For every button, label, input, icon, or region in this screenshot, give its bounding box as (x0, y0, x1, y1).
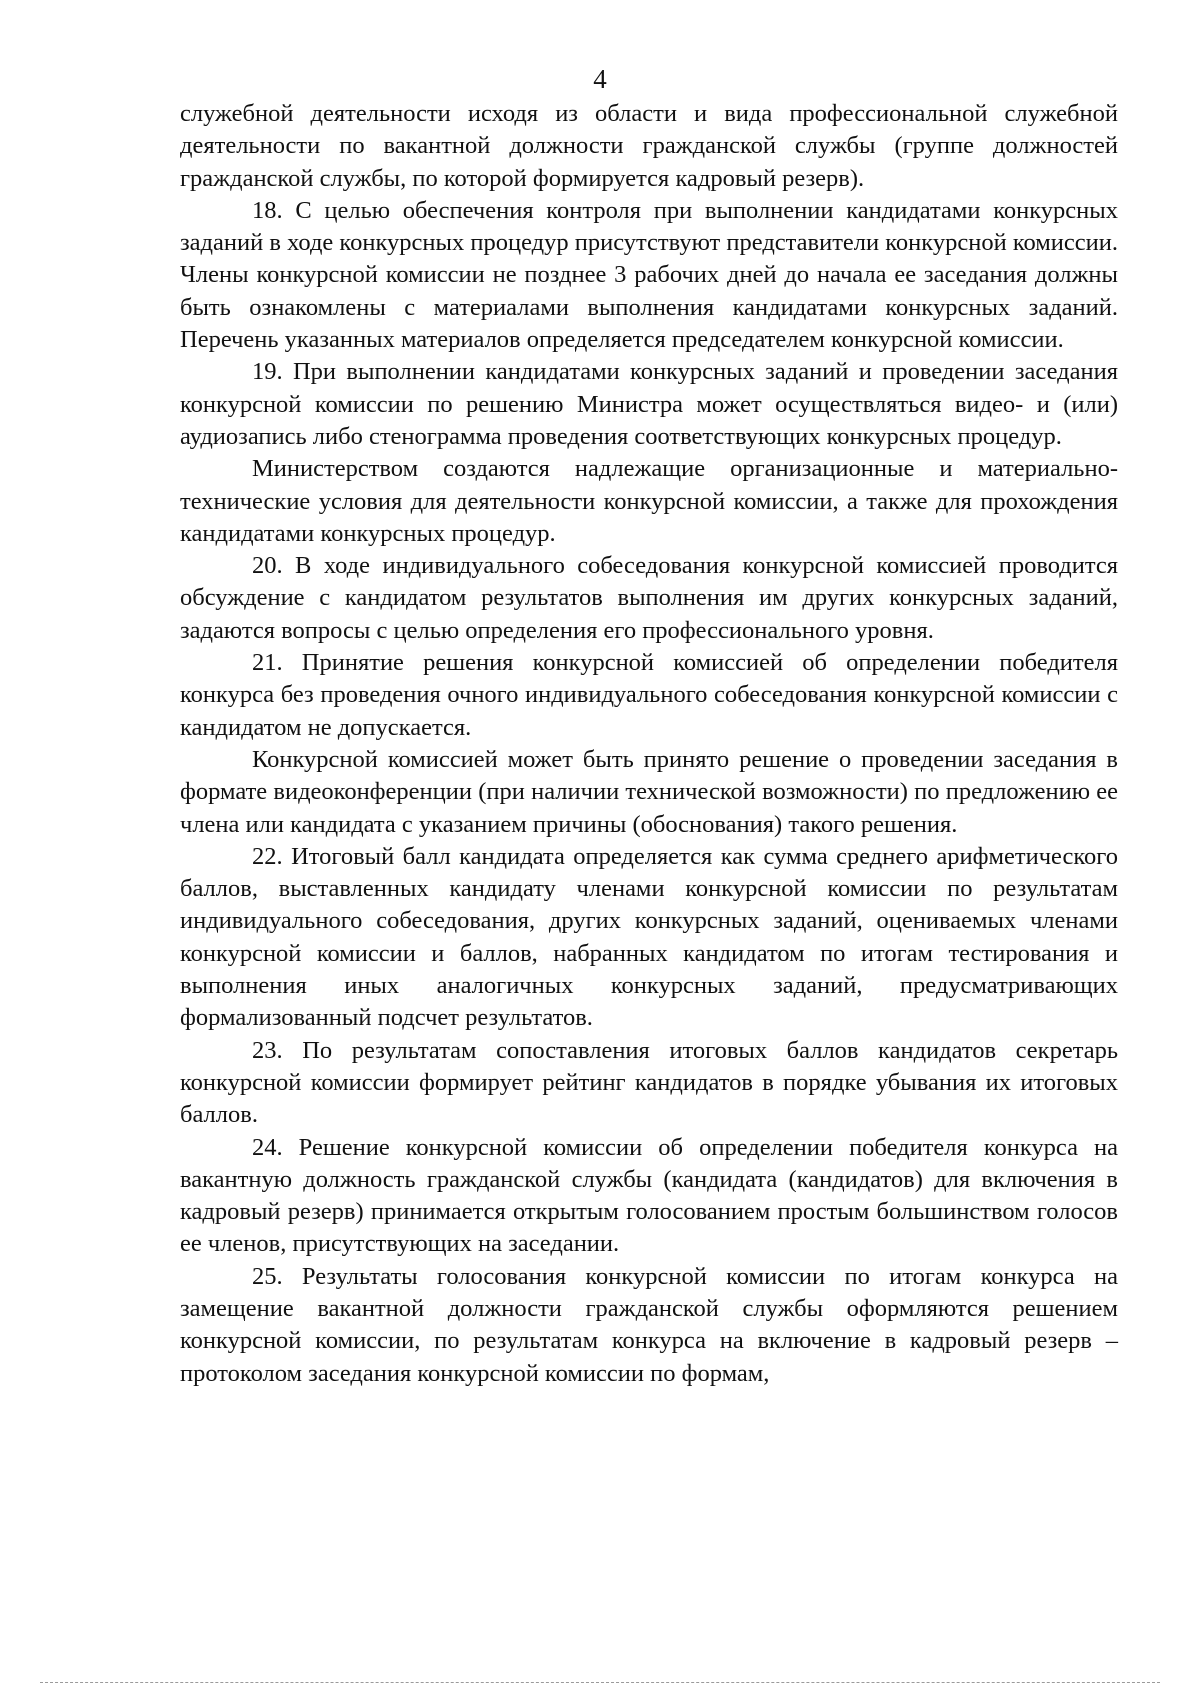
paragraph-19-ministry: Министерством создаются надлежащие организационные и материально-технические условия для деятельности конкурсной комиссии, а также для прохождения кандидатами конкурсных процедур. (180, 455, 1118, 547)
paragraph-18: 18. С целью обеспечения контроля при выполнении кандидатами конкурсных заданий в ходе конкурсных процедур присутствуют представители конкурсной комиссии. Члены конкурсной комиссии не позднее 3 рабочих дней до начала ее заседания должны быть ознакомлены с материалами выполнения кандидатами конкурсных заданий. Перечень указанных материалов определяется председателем конкурсной комиссии. (180, 196, 1118, 354)
paragraph-21: 21. Принятие решения конкурсной комиссией об определении победителя конкурса без проведения очного индивидуального собеседования конкурсной комиссии с кандидатом не допускается. (180, 649, 1118, 741)
document-body (180, 98, 1118, 1390)
paragraph-19: 19. При выполнении кандидатами конкурсных заданий и проведении заседания конкурсной комиссии по решению Министра может осуществляться видео- и (или) аудиозапись либо стенограмма проведения соответствующих конкурсных процедур. (180, 358, 1118, 450)
paragraph-23: 23. По результатам сопоставления итоговых баллов кандидатов секретарь конкурсной комиссии формирует рейтинг кандидатов в порядке убывания их итоговых баллов. (180, 1036, 1118, 1129)
paragraph-24: 24. Решение конкурсной комиссии об определении победителя конкурса на вакантную должность гражданской службы (кандидата (кандидатов) для включения в кадровый резерв) принимается открытым голосованием простым большинством голосов ее членов, присутствующих на заседании. (180, 1133, 1118, 1258)
paragraph-20: 20. В ходе индивидуального собеседования конкурсной комиссией проводится обсуждение с кандидатом результатов выполнения им других конкурсных заданий, задаются вопросы с целью определения его профессионального уровня. (180, 552, 1118, 644)
paragraph-22: 22. Итоговый балл кандидата определяется как сумма среднего арифметического баллов, выставленных кандидату членами конкурсной комиссии по результатам индивидуального собеседования, других конкурсных заданий, оцениваемых членами конкурсной комиссии и баллов, набранных кандидатом по итогам тестирования и выполнения иных аналогичных конкурсных заданий, предусматривающих формализованный подсчет результатов. (180, 842, 1118, 1032)
page-number: 4 (593, 64, 607, 94)
paragraph-25: 25. Результаты голосования конкурсной комиссии по итогам конкурса на замещение вакантной должности гражданской службы оформляются решением конкурсной комиссии, по результатам конкурса на включение в кадровый резерв – протоколом заседания конкурсной комиссии по формам, (180, 1262, 1118, 1387)
paragraph-continuation: служебной деятельности исходя из области и вида профессиональной служебной деятельности по вакантной должности гражданской службы (группе должностей гражданской службы, по которой формируется кадровый резерв). (180, 100, 1118, 192)
paragraph-21-videoconference: Конкурсной комиссией может быть принято решение о проведении заседания в формате видеоконференции (при наличии технической возможности) по предложению ее члена или кандидата с указанием причины (обоснования) такого решения. (180, 745, 1118, 838)
bottom-divider (40, 1682, 1160, 1683)
